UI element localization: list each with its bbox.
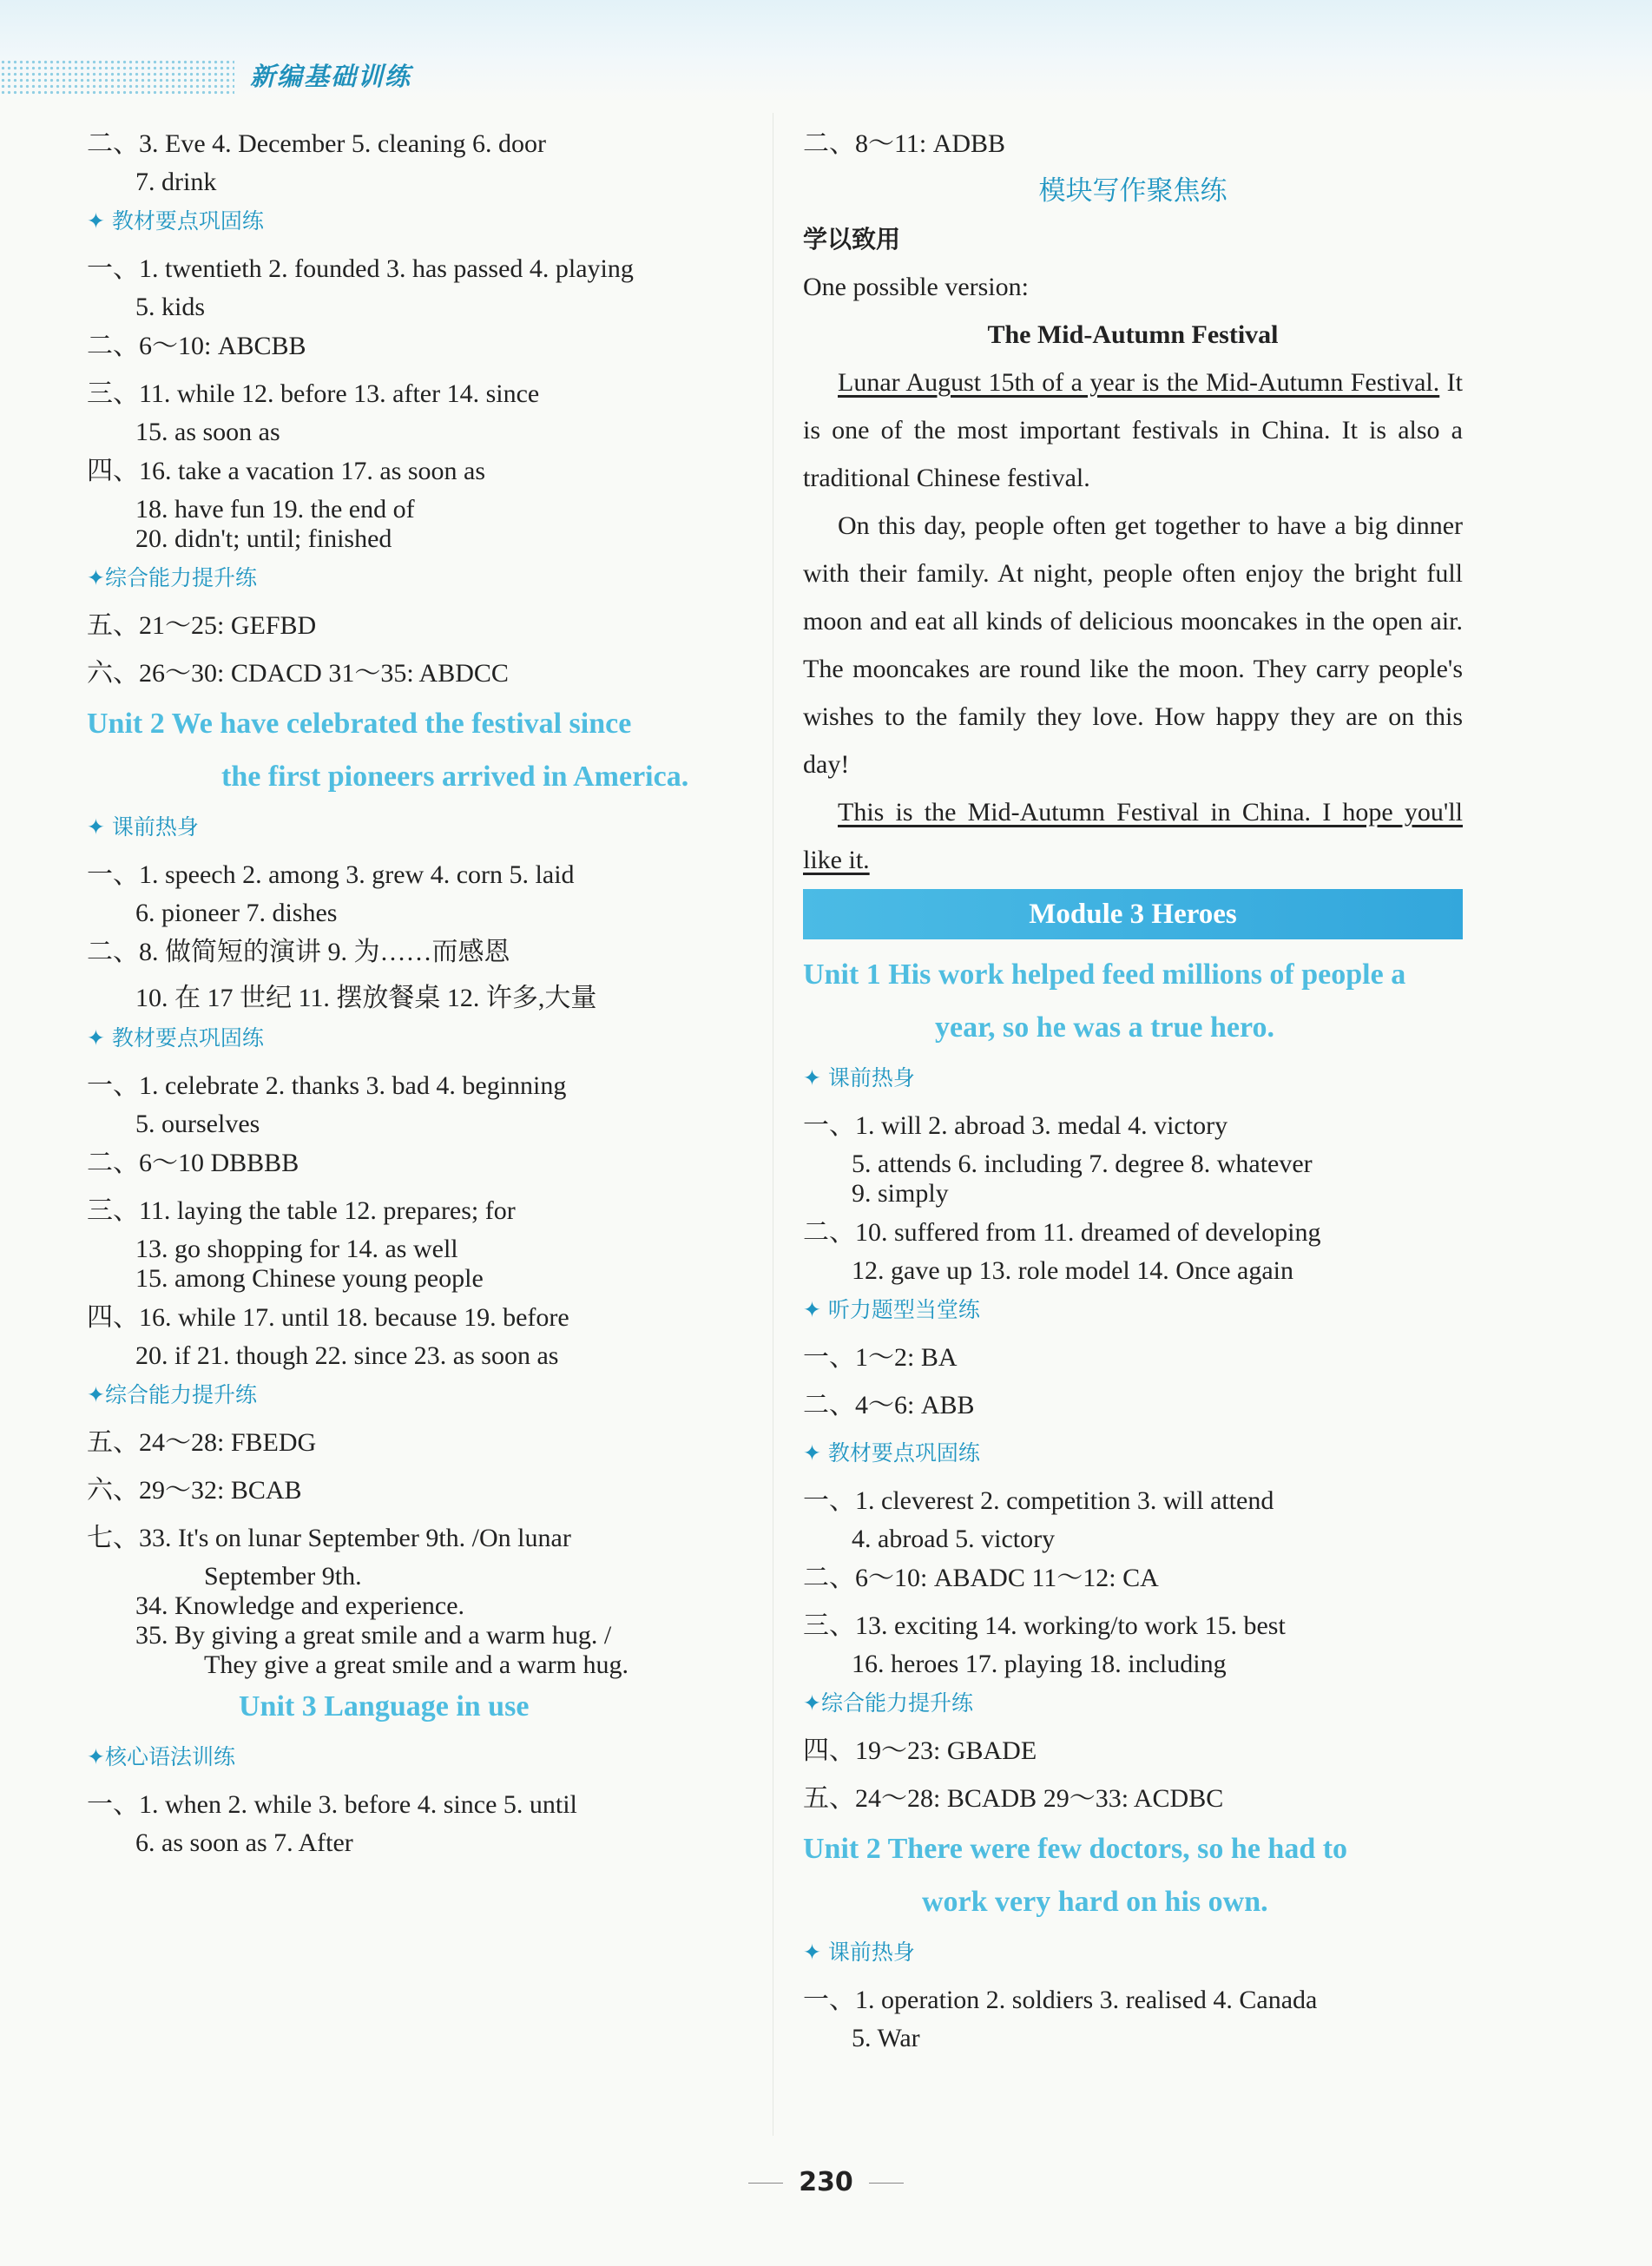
answer-line: 5. attends 6. including 7. degree 8. whatever [852, 1149, 1313, 1178]
answer-line: 一、1～2: BA [803, 1343, 958, 1372]
answer-line: 5. kids [135, 293, 206, 321]
page-header [0, 0, 1652, 102]
essay-paragraph-3 [803, 788, 1463, 884]
answer-line: 二、3. Eve 4. December 5. cleaning 6. door [87, 129, 546, 158]
answer-line: 三、13. exciting 14. working/to work 15. best [803, 1611, 1286, 1640]
answer-line: 二、6～10 DBBBB [87, 1149, 299, 1177]
answer-line: 10. 在 17 世纪 11. 摆放餐桌 12. 许多,大量 [135, 984, 597, 1012]
answer-line: 16. heroes 17. playing 18. including [852, 1650, 1227, 1678]
page-number: 230 [799, 2167, 853, 2197]
answer-line: 一、1. celebrate 2. thanks 3. bad 4. beginning [87, 1071, 567, 1100]
answer-line: 四、16. while 17. until 18. because 19. before [87, 1303, 569, 1332]
answer-line: 三、11. while 12. before 13. after 14. since [87, 379, 540, 408]
answer-line: 一、1. twentieth 2. founded 3. has passed 4. playing [87, 254, 634, 283]
footer-dash-left [748, 2183, 783, 2184]
header-dot-pattern [0, 59, 234, 96]
page-footer [0, 2167, 1652, 2210]
right-column [803, 120, 1463, 2053]
answer-line: 六、26～30: CDACD 31～35: ABDCC [87, 659, 509, 688]
unit-title: year, so he was a true hero. [935, 1011, 1274, 1044]
essay-intro: One possible version: [803, 273, 1029, 301]
section-heading: ✦ 听力题型当堂练 [803, 1297, 980, 1322]
answer-line: 一、1. will 2. abroad 3. medal 4. victory [803, 1111, 1228, 1140]
footer-dash-right [869, 2183, 904, 2184]
section-heading: ✦综合能力提升练 [87, 1382, 257, 1407]
section-heading: ✦综合能力提升练 [803, 1690, 973, 1716]
answer-line: 13. go shopping for 14. as well [135, 1235, 458, 1263]
module-banner: Module 3 Heroes [803, 889, 1463, 939]
essay-paragraph-2: On this day, people often get together to have a big dinner with their family. At night, people often enjoy the bright full moon and eat all kinds of delicious mooncakes in the open air. The mooncakes are round like the moon. They carry people's wishes to the family they love. How happy they are on this day! [803, 511, 1463, 779]
answer-line: 五、24～28: FBEDG [87, 1428, 317, 1457]
answer-line: 六、29～32: BCAB [87, 1476, 302, 1505]
unit-title: the first pioneers arrived in America. [221, 761, 689, 793]
underlined-opening: Lunar August 15th of a year is the Mid-Autumn Festival. [838, 368, 1440, 397]
answer-line: 三、11. laying the table 12. prepares; for [87, 1196, 516, 1225]
unit-title: work very hard on his own. [922, 1886, 1268, 1918]
answer-line: 四、16. take a vacation 17. as soon as [87, 457, 486, 485]
answer-line: 一、1. operation 2. soldiers 3. realised 4. Canada [803, 1986, 1318, 2014]
essay-title: The Mid-Autumn Festival [987, 320, 1279, 349]
answer-line: 5. War [852, 2024, 920, 2052]
answer-line: 18. have fun 19. the end of [135, 495, 415, 524]
answer-line: 15. as soon as [135, 418, 280, 446]
writing-section-title: 模块写作聚焦练 [1038, 175, 1227, 207]
answer-line: 20. if 21. though 22. since 23. as soon as [135, 1341, 559, 1370]
answer-line: 7. drink [135, 168, 217, 196]
underlined-closing: This is the Mid-Autumn Festival in China. I hope you'll like it. [803, 798, 1463, 874]
unit-title: Unit 1 His work helped feed millions of people a [803, 958, 1406, 991]
unit-title: Unit 2 We have celebrated the festival since [87, 708, 632, 740]
paragraph-text: It is one of the most important festivals in China. It is also a traditional Chinese festival. [803, 368, 1464, 492]
essay-paragraph-1 [803, 359, 1463, 502]
answer-line: 五、21～25: GEFBD [87, 611, 317, 640]
answer-line: 15. among Chinese young people [135, 1264, 484, 1293]
answer-line: 一、1. when 2. while 3. before 4. since 5. until [87, 1790, 577, 1819]
answer-line: 二、6～10: ABADC 11～12: CA [803, 1564, 1159, 1592]
answer-line: They give a great smile and a warm hug. [204, 1650, 629, 1679]
answer-line: 35. By giving a great smile and a warm hug. / [135, 1621, 612, 1650]
section-heading: ✦综合能力提升练 [87, 565, 257, 590]
section-heading: ✦ 教材要点巩固练 [87, 208, 264, 234]
unit-title: Unit 3 Language in use [239, 1690, 530, 1723]
answer-line: 9. simply [852, 1179, 949, 1208]
right-answer-list [803, 948, 1463, 2053]
answer-line: 五、24～28: BCADB 29～33: ACDBC [803, 1784, 1224, 1813]
unit-title: Unit 2 There were few doctors, so he had to [803, 1833, 1348, 1865]
answer-line: 5. ourselves [135, 1110, 260, 1138]
answer-line: 一、1. speech 2. among 3. grew 4. corn 5. laid [87, 860, 575, 889]
section-heading: ✦ 课前热身 [87, 814, 199, 840]
section-heading: ✦ 教材要点巩固练 [803, 1440, 980, 1466]
answer-line: 12. gave up 13. role model 14. Once again [852, 1256, 1294, 1285]
section-heading: ✦ 教材要点巩固练 [87, 1025, 264, 1051]
section-heading: ✦核心语法训练 [87, 1744, 235, 1769]
subheading: 学以致用 [803, 225, 901, 254]
section-heading: ✦ 课前热身 [803, 1065, 915, 1090]
answer-line: 4. abroad 5. victory [852, 1525, 1056, 1553]
answer-line: 七、33. It's on lunar September 9th. /On lunar [87, 1524, 571, 1552]
answer-line: 一、1. cleverest 2. competition 3. will attend [803, 1486, 1274, 1515]
answer-line: 二、8. 做简短的演讲 9. 为……而感恩 [87, 938, 510, 966]
section-heading: ✦ 课前热身 [803, 1940, 915, 1965]
answer-line: 34. Knowledge and experience. [135, 1591, 465, 1620]
left-column [87, 120, 764, 1858]
answer-line: 6. pioneer 7. dishes [135, 899, 338, 927]
answer-line: 四、19～23: GBADE [803, 1736, 1037, 1765]
answer-line: 20. didn't; until; finished [135, 524, 392, 553]
answer-line: September 9th. [204, 1562, 362, 1591]
answer-line: 二、8～11: ADBB [803, 129, 1006, 158]
answer-line: 二、6～10: ABCBB [87, 332, 306, 360]
answer-line: 6. as soon as 7. After [135, 1828, 353, 1857]
answer-line: 二、4～6: ABB [803, 1391, 975, 1420]
series-title: 新编基础训练 [250, 62, 412, 91]
answer-line: 二、10. suffered from 11. dreamed of developing [803, 1218, 1321, 1247]
